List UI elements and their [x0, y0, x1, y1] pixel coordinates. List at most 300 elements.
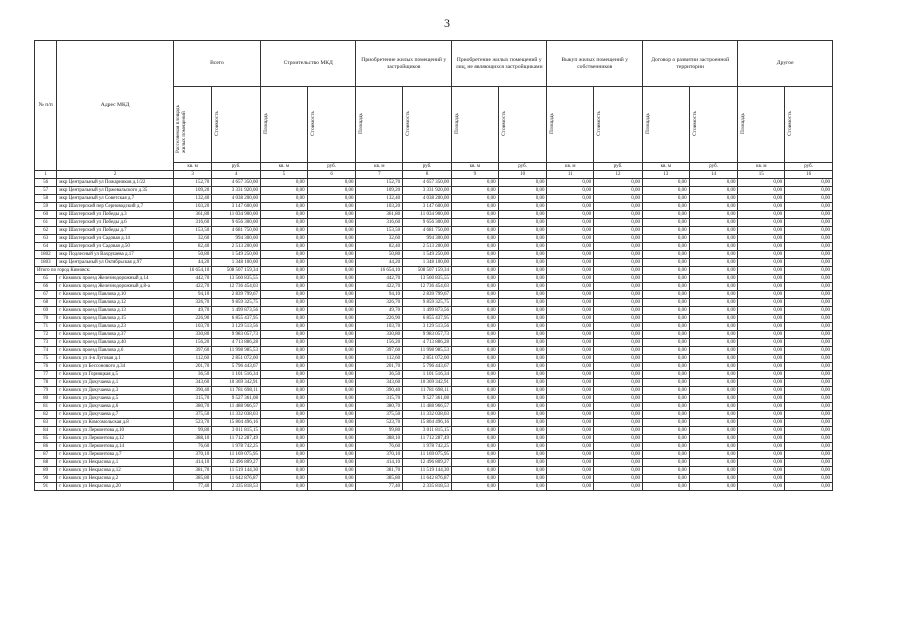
row-developer-area: 152,70: [356, 179, 403, 187]
row-zero-cell: 0,00: [498, 243, 547, 251]
table-row: [35, 299, 833, 307]
row-total-cost: 15 804 496,16: [212, 419, 261, 427]
row-zero-cell: 0,00: [547, 467, 594, 475]
row-total-cost: 1 978 742,25: [212, 443, 261, 451]
row-zero-cell: 0,00: [738, 443, 785, 451]
row-zero-cell: 0,00: [451, 307, 498, 315]
row-construction-area: 0,00: [260, 459, 307, 467]
row-zero-cell: 0,00: [451, 363, 498, 371]
row-total-area: 109,20: [174, 187, 212, 195]
row-developer-cost: 994 300,00: [403, 235, 452, 243]
row-zero-cell: 0,00: [498, 379, 547, 387]
row-developer-cost: 3 331 920,00: [403, 187, 452, 195]
row-construction-cost: 0,00: [307, 307, 356, 315]
row-number: 91: [35, 483, 57, 491]
row-zero-cell: 0,00: [689, 435, 738, 443]
row-construction-area: 0,00: [260, 299, 307, 307]
row-zero-cell: 0,00: [547, 387, 594, 395]
row-number: 65: [35, 275, 57, 283]
unit-cell: кв. м: [260, 163, 307, 171]
row-zero-cell: 0,00: [689, 467, 738, 475]
subheader-cost-5-label: Стоимость: [691, 111, 698, 136]
row-total-area: 343,60: [174, 379, 212, 387]
row-address: г Кимовск ул Докучаева д.3: [57, 387, 174, 395]
row-total-area: 99,80: [174, 427, 212, 435]
row-zero-cell: 0,00: [451, 211, 498, 219]
row-total-area: 361,80: [174, 211, 212, 219]
row-total-cost: 11 781 698,11: [212, 387, 261, 395]
program-table: [34, 40, 833, 491]
row-construction-area: 0,00: [260, 195, 307, 203]
row-zero-cell: 0,00: [594, 187, 643, 195]
row-zero-cell: 0,00: [547, 483, 594, 491]
row-total-cost: 11 998 985,53: [212, 347, 261, 355]
row-zero-cell: 0,00: [547, 403, 594, 411]
row-zero-cell: 0,00: [594, 251, 643, 259]
row-zero-cell: 0,00: [498, 187, 547, 195]
row-zero-cell: 0,00: [785, 371, 833, 379]
row-zero-cell: 0,00: [594, 483, 643, 491]
row-total-area: 226,90: [174, 315, 212, 323]
column-number: 8: [403, 171, 452, 179]
row-developer-area: 388,10: [356, 435, 403, 443]
row-developer-cost: 4 038 200,00: [403, 195, 452, 203]
table-row: [35, 307, 833, 315]
row-zero-cell: 0,00: [498, 259, 547, 267]
row-construction-area: 0,00: [260, 483, 307, 491]
row-number: 80: [35, 395, 57, 403]
row-developer-area: 370,10: [356, 451, 403, 459]
row-total-cost: 11 519 144,30: [212, 467, 261, 475]
row-construction-cost: 0,00: [307, 179, 356, 187]
row-total-area: 77,40: [174, 483, 212, 491]
group-header-non-developer: Приобретение жилых помещений у лиц, не являющихся застройщиками: [451, 41, 547, 87]
row-zero-cell: 0,00: [689, 283, 738, 291]
row-address: г Кимовск ул Лермонтова д.12: [57, 435, 174, 443]
row-zero-cell: 0,00: [594, 395, 643, 403]
row-zero-cell: 0,00: [689, 339, 738, 347]
row-zero-cell: 0,00: [451, 203, 498, 211]
row-zero-cell: 0,00: [785, 419, 833, 427]
row-construction-cost: 0,00: [307, 427, 356, 435]
row-construction-area: 0,00: [260, 275, 307, 283]
row-total-area: 94,10: [174, 291, 212, 299]
row-zero-cell: 0,00: [594, 347, 643, 355]
row-zero-cell: 0,00: [689, 355, 738, 363]
row-developer-area: 36,50: [356, 371, 403, 379]
row-developer-cost: 11 642 876,87: [403, 475, 452, 483]
row-zero-cell: 0,00: [594, 411, 643, 419]
row-zero-cell: 0,00: [451, 355, 498, 363]
row-zero-cell: 0,00: [451, 371, 498, 379]
row-construction-cost: 0,00: [307, 451, 356, 459]
row-zero-cell: 0,00: [689, 483, 738, 491]
row-zero-cell: 0,00: [738, 235, 785, 243]
table-row: [35, 227, 833, 235]
row-zero-cell: 0,00: [498, 227, 547, 235]
table-row: [35, 403, 833, 411]
row-developer-area: 330,80: [356, 331, 403, 339]
row-zero-cell: 0,00: [594, 371, 643, 379]
row-number: 73: [35, 339, 57, 347]
row-zero-cell: 0,00: [547, 395, 594, 403]
row-zero-cell: 0,00: [785, 475, 833, 483]
row-zero-cell: 0,00: [738, 187, 785, 195]
row-construction-cost: 0,00: [307, 203, 356, 211]
row-construction-cost: 0,00: [307, 219, 356, 227]
row-construction-cost: 0,00: [307, 419, 356, 427]
row-zero-cell: 0,00: [642, 251, 689, 259]
row-zero-cell: 0,00: [738, 387, 785, 395]
table-row: [35, 219, 833, 227]
row-developer-cost: 1 101 516,34: [403, 371, 452, 379]
row-developer-area: 375,50: [356, 411, 403, 419]
column-number: 1: [35, 171, 57, 179]
row-zero-cell: 0,00: [738, 371, 785, 379]
table-row: [35, 419, 833, 427]
row-zero-cell: 0,00: [594, 195, 643, 203]
row-zero-cell: 0,00: [451, 187, 498, 195]
row-zero-cell: 0,00: [689, 267, 738, 275]
row-developer-area: 523,70: [356, 419, 403, 427]
column-number: 2: [57, 171, 174, 179]
row-zero-cell: 0,00: [498, 203, 547, 211]
row-zero-cell: 0,00: [498, 395, 547, 403]
unit-cell: кв. м: [738, 163, 785, 171]
row-developer-cost: 9 656 300,00: [403, 219, 452, 227]
row-zero-cell: 0,00: [594, 435, 643, 443]
row-zero-cell: 0,00: [785, 299, 833, 307]
row-zero-cell: 0,00: [689, 419, 738, 427]
row-number: 62: [35, 227, 57, 235]
row-zero-cell: 0,00: [785, 179, 833, 187]
row-number: 89: [35, 467, 57, 475]
row-construction-cost: 0,00: [307, 331, 356, 339]
column-number: 9: [451, 171, 498, 179]
row-zero-cell: 0,00: [785, 467, 833, 475]
row-zero-cell: 0,00: [451, 315, 498, 323]
row-number: 85: [35, 435, 57, 443]
row-zero-cell: 0,00: [785, 331, 833, 339]
row-zero-cell: 0,00: [785, 275, 833, 283]
row-construction-cost: 0,00: [307, 379, 356, 387]
subheader-area-4: [547, 87, 594, 163]
column-number: 13: [642, 171, 689, 179]
row-developer-cost: 3 129 513,56: [403, 323, 452, 331]
row-zero-cell: 0,00: [785, 291, 833, 299]
row-total-area: 370,10: [174, 451, 212, 459]
row-zero-cell: 0,00: [547, 299, 594, 307]
row-zero-cell: 0,00: [594, 379, 643, 387]
row-total-cost: 5 796 443,67: [212, 363, 261, 371]
row-construction-cost: 0,00: [307, 387, 356, 395]
row-zero-cell: 0,00: [451, 379, 498, 387]
unit-cell: руб.: [689, 163, 738, 171]
row-zero-cell: 0,00: [642, 195, 689, 203]
row-zero-cell: 0,00: [547, 291, 594, 299]
row-zero-cell: 0,00: [498, 483, 547, 491]
row-zero-cell: 0,00: [738, 483, 785, 491]
row-total-cost: 2 851 072,00: [212, 355, 261, 363]
subheader-cost-4-label: Стоимость: [596, 111, 603, 136]
row-zero-cell: 0,00: [642, 299, 689, 307]
row-developer-cost: 11 488 966,57: [403, 403, 452, 411]
row-developer-area: 103,20: [356, 203, 403, 211]
row-zero-cell: 0,00: [642, 379, 689, 387]
row-zero-cell: 0,00: [594, 219, 643, 227]
row-address: мкр Центральный ул Советская д.7: [57, 195, 174, 203]
row-zero-cell: 0,00: [785, 435, 833, 443]
column-number: 16: [785, 171, 833, 179]
row-construction-cost: 0,00: [307, 187, 356, 195]
row-zero-cell: 0,00: [498, 419, 547, 427]
row-zero-cell: 0,00: [642, 323, 689, 331]
row-construction-area: 0,00: [260, 203, 307, 211]
row-developer-area: 16 654,10: [356, 267, 403, 275]
row-zero-cell: 0,00: [594, 403, 643, 411]
row-zero-cell: 0,00: [689, 387, 738, 395]
row-zero-cell: 0,00: [785, 403, 833, 411]
row-construction-area: 0,00: [260, 443, 307, 451]
unit-cell: руб.: [212, 163, 261, 171]
row-zero-cell: 0,00: [547, 227, 594, 235]
row-zero-cell: 0,00: [642, 451, 689, 459]
subheader-area-5: [642, 87, 689, 163]
row-address: мкр Подлесный ул Вахрушева д.17: [57, 251, 174, 259]
row-zero-cell: 0,00: [594, 291, 643, 299]
row-zero-cell: 0,00: [547, 459, 594, 467]
table-row: [35, 243, 833, 251]
row-zero-cell: 0,00: [785, 323, 833, 331]
row-developer-area: 361,80: [356, 211, 403, 219]
row-developer-area: 49,70: [356, 307, 403, 315]
row-construction-area: 0,00: [260, 315, 307, 323]
row-zero-cell: 0,00: [689, 275, 738, 283]
subheader-cost-6: [785, 87, 833, 163]
row-total-cost: 3 147 600,00: [212, 203, 261, 211]
row-zero-cell: 0,00: [689, 259, 738, 267]
row-zero-cell: 0,00: [689, 179, 738, 187]
row-construction-area: 0,00: [260, 475, 307, 483]
group-header-buyout: Выкуп жилых помещений у собственников: [547, 41, 642, 87]
row-zero-cell: 0,00: [451, 243, 498, 251]
row-address: мкр Центральный ул Пожарников д.1/22: [57, 179, 174, 187]
row-construction-cost: 0,00: [307, 195, 356, 203]
row-developer-cost: 4 657 350,00: [403, 179, 452, 187]
group-header-developer: Приобретение жилых помещений у застройщиков: [356, 41, 452, 87]
row-zero-cell: 0,00: [738, 363, 785, 371]
row-zero-cell: 0,00: [451, 283, 498, 291]
row-zero-cell: 0,00: [738, 331, 785, 339]
row-address: г Кимовск проезд Павлова д.6: [57, 347, 174, 355]
row-zero-cell: 0,00: [689, 347, 738, 355]
row-zero-cell: 0,00: [738, 227, 785, 235]
row-construction-cost: 0,00: [307, 363, 356, 371]
row-number: 70: [35, 315, 57, 323]
row-zero-cell: 0,00: [451, 395, 498, 403]
row-zero-cell: 0,00: [547, 203, 594, 211]
row-zero-cell: 0,00: [642, 283, 689, 291]
row-zero-cell: 0,00: [642, 275, 689, 283]
row-zero-cell: 0,00: [451, 235, 498, 243]
row-zero-cell: 0,00: [738, 179, 785, 187]
row-zero-cell: 0,00: [738, 323, 785, 331]
table-row: [35, 347, 833, 355]
row-zero-cell: 0,00: [738, 267, 785, 275]
row-zero-cell: 0,00: [642, 219, 689, 227]
row-total-area: 103,70: [174, 323, 212, 331]
row-zero-cell: 0,00: [451, 435, 498, 443]
row-zero-cell: 0,00: [785, 251, 833, 259]
row-zero-cell: 0,00: [451, 467, 498, 475]
row-zero-cell: 0,00: [689, 227, 738, 235]
row-address: мкр Центральный ул Октябрьская д.97: [57, 259, 174, 267]
row-zero-cell: 0,00: [451, 483, 498, 491]
row-zero-cell: 0,00: [451, 179, 498, 187]
column-number: 15: [738, 171, 785, 179]
row-zero-cell: 0,00: [689, 411, 738, 419]
unit-cell: руб.: [594, 163, 643, 171]
row-zero-cell: 0,00: [547, 179, 594, 187]
row-developer-area: 77,40: [356, 483, 403, 491]
row-developer-cost: 6 855 437,95: [403, 315, 452, 323]
row-zero-cell: 0,00: [642, 235, 689, 243]
subheader-cost-2: [403, 87, 452, 163]
row-zero-cell: 0,00: [594, 211, 643, 219]
row-construction-cost: 0,00: [307, 227, 356, 235]
row-construction-area: 0,00: [260, 379, 307, 387]
row-total-cost: 12 736 454,03: [212, 283, 261, 291]
row-zero-cell: 0,00: [594, 267, 643, 275]
row-address: г Кимовск проезд Павлова д.37: [57, 331, 174, 339]
row-number: 59: [35, 203, 57, 211]
row-zero-cell: 0,00: [451, 219, 498, 227]
row-construction-area: 0,00: [260, 427, 307, 435]
row-number: 56: [35, 179, 57, 187]
row-zero-cell: 0,00: [547, 371, 594, 379]
row-developer-cost: 9 859 325,75: [403, 299, 452, 307]
row-zero-cell: 0,00: [594, 427, 643, 435]
row-zero-cell: 0,00: [642, 243, 689, 251]
row-zero-cell: 0,00: [451, 403, 498, 411]
row-total-cost: 9 983 057,73: [212, 331, 261, 339]
row-zero-cell: 0,00: [738, 419, 785, 427]
row-total-area: 112,60: [174, 355, 212, 363]
row-zero-cell: 0,00: [689, 427, 738, 435]
table-row: [35, 211, 833, 219]
row-construction-area: 0,00: [260, 259, 307, 267]
row-zero-cell: 0,00: [785, 283, 833, 291]
row-address: мкр Шахтерский ул Победы д.6: [57, 219, 174, 227]
row-zero-cell: 0,00: [451, 291, 498, 299]
unit-cell: кв. м: [356, 163, 403, 171]
unit-cell: кв. м: [547, 163, 594, 171]
row-number: 58: [35, 195, 57, 203]
row-zero-cell: 0,00: [547, 379, 594, 387]
row-zero-cell: 0,00: [785, 203, 833, 211]
row-construction-cost: 0,00: [307, 435, 356, 443]
row-developer-area: 343,60: [356, 379, 403, 387]
row-total-cost: 9 656 300,00: [212, 219, 261, 227]
row-zero-cell: 0,00: [498, 291, 547, 299]
row-construction-cost: 0,00: [307, 211, 356, 219]
row-zero-cell: 0,00: [642, 267, 689, 275]
row-zero-cell: 0,00: [547, 331, 594, 339]
subheader-area-3-label: Площадь: [453, 112, 460, 135]
row-total-cost: 3 129 513,56: [212, 323, 261, 331]
row-zero-cell: 0,00: [451, 227, 498, 235]
row-zero-cell: 0,00: [498, 459, 547, 467]
row-construction-area: 0,00: [260, 291, 307, 299]
row-developer-area: 109,20: [356, 187, 403, 195]
row-zero-cell: 0,00: [594, 339, 643, 347]
table-row: [35, 435, 833, 443]
subheader-cost-1: [307, 87, 356, 163]
subheader-area-6-label: Площадь: [740, 112, 747, 135]
row-zero-cell: 0,00: [785, 243, 833, 251]
row-zero-cell: 0,00: [547, 315, 594, 323]
table-row: [35, 411, 833, 419]
row-total-area: 16 654,10: [174, 267, 212, 275]
row-zero-cell: 0,00: [498, 251, 547, 259]
subheader-cost-3: [498, 87, 547, 163]
row-total-cost: 11 332 038,03: [212, 411, 261, 419]
row-address: г Кимовск проезд Железнодорожный д.14: [57, 275, 174, 283]
subheader-cost-5: [689, 87, 738, 163]
row-zero-cell: 0,00: [547, 355, 594, 363]
row-zero-cell: 0,00: [738, 251, 785, 259]
column-number: 10: [498, 171, 547, 179]
row-construction-area: 0,00: [260, 395, 307, 403]
row-address: г Кимовск ул Лермонтова д.14: [57, 443, 174, 451]
row-zero-cell: 0,00: [547, 195, 594, 203]
row-address: г Кимовск ул Некрасова д.12: [57, 467, 174, 475]
unit-cell: кв. м: [174, 163, 212, 171]
table-row: [35, 467, 833, 475]
row-developer-cost: 508 507 159,34: [403, 267, 452, 275]
row-zero-cell: 0,00: [594, 355, 643, 363]
row-construction-cost: 0,00: [307, 443, 356, 451]
row-construction-cost: 0,00: [307, 475, 356, 483]
row-address: г Кимовск ул Докучаева д.1: [57, 379, 174, 387]
row-zero-cell: 0,00: [642, 259, 689, 267]
row-address: г Кимовск ул Бессонового д.34: [57, 363, 174, 371]
row-total-cost: 11 488 966,57: [212, 403, 261, 411]
unit-cell: руб.: [785, 163, 833, 171]
row-construction-area: 0,00: [260, 355, 307, 363]
row-zero-cell: 0,00: [498, 267, 547, 275]
row-number: 78: [35, 379, 57, 387]
row-zero-cell: 0,00: [594, 179, 643, 187]
row-zero-cell: 0,00: [785, 427, 833, 435]
row-number: 75: [35, 355, 57, 363]
row-construction-area: 0,00: [260, 331, 307, 339]
row-zero-cell: 0,00: [594, 307, 643, 315]
row-zero-cell: 0,00: [785, 235, 833, 243]
row-developer-area: 422,70: [356, 283, 403, 291]
row-address: мкр Шахтерский ул Победы д.3: [57, 211, 174, 219]
row-address: мкр Шахтерский ул Победы д.7: [57, 227, 174, 235]
row-zero-cell: 0,00: [785, 339, 833, 347]
row-zero-cell: 0,00: [785, 395, 833, 403]
row-developer-cost: 3 011 815,15: [403, 427, 452, 435]
row-construction-area: 0,00: [260, 451, 307, 459]
row-zero-cell: 0,00: [547, 235, 594, 243]
row-total-cost: 1 348 100,00: [212, 259, 261, 267]
row-zero-cell: 0,00: [594, 323, 643, 331]
table-row: [35, 387, 833, 395]
row-zero-cell: 0,00: [642, 203, 689, 211]
